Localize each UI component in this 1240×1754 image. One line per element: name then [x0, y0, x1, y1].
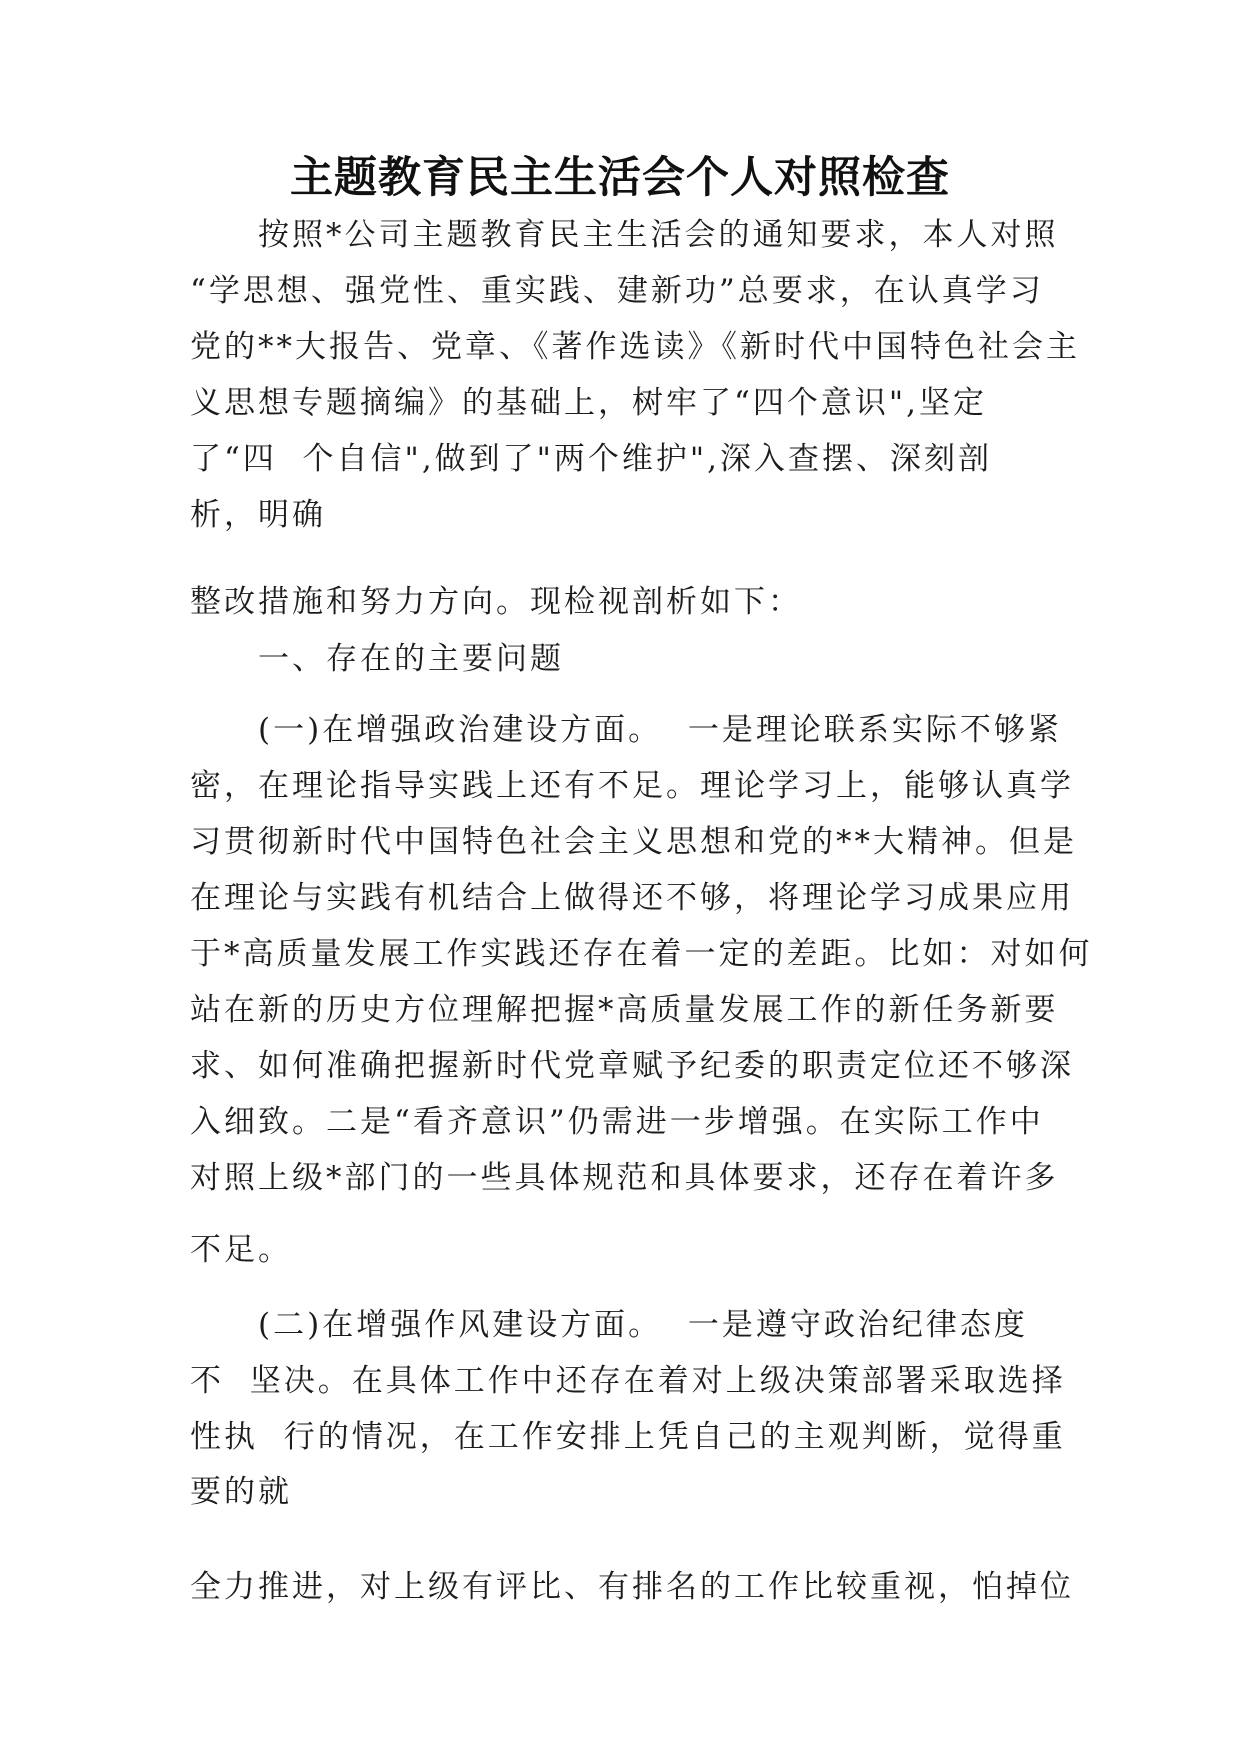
body-line: 于*高质量发展工作实践还存在着一定的差距。比如：对如何: [190, 936, 1093, 972]
body-line: 密，在理论指导实践上还有不足。理论学习上，能够认真学: [190, 768, 1074, 804]
body-line: 要的就: [190, 1474, 292, 1510]
body-line: 析，明确: [190, 497, 326, 533]
document-title: 主题教育民主生活会个人对照检查: [290, 153, 950, 203]
body-line: 整改措施和努力方向。现检视剖析如下：: [190, 584, 802, 620]
body-line: 习贯彻新时代中国特色社会主义思想和党的**大精神。但是: [190, 824, 1077, 860]
body-line: 不 坚决。在具体工作中还存在着对上级决策部署采取选择: [190, 1363, 1066, 1399]
body-line: (二)在增强作风建设方面。 一是遵守政治纪律态度: [190, 1307, 1028, 1343]
body-line: (一)在增强政治建设方面。 一是理论联系实际不够紧: [190, 712, 1062, 748]
body-line: 站在新的历史方位理解把握*高质量发展工作的新任务新要: [190, 992, 1059, 1028]
body-line: 全力推进，对上级有评比、有排名的工作比较重视，怕掉位: [190, 1569, 1074, 1605]
body-line: 在理论与实践有机结合上做得还不够，将理论学习成果应用: [190, 880, 1074, 916]
body-line: 义思想专题摘编》的基础上，树牢了“四个意识",坚定: [190, 385, 987, 421]
body-line: 入细致。二是“看齐意识”仍需进一步增强。在实际工作中: [190, 1104, 1044, 1140]
body-line: 了“四 个自信",做到了"两个维护",深入查摆、深刻剖: [190, 441, 993, 477]
body-line: 性执 行的情况，在工作安排上凭自己的主观判断，觉得重: [190, 1419, 1066, 1455]
body-line: 按照*公司主题教育民主生活会的通知要求，本人对照: [190, 217, 1059, 253]
body-line: 党的**大报告、党章、《著作选读》《新时代中国特色社会主: [190, 329, 1080, 365]
body-line: “学思想、强党性、重实践、建新功”总要求，在认真学习: [190, 273, 1044, 309]
body-line: 不足。: [190, 1232, 292, 1268]
body-line: 求、如何准确把握新时代党章赋予纪委的职责定位还不够深: [190, 1048, 1074, 1084]
section-heading: 一、存在的主要问题: [190, 641, 564, 677]
body-line: 对照上级*部门的一些具体规范和具体要求，还存在着许多: [190, 1160, 1059, 1196]
